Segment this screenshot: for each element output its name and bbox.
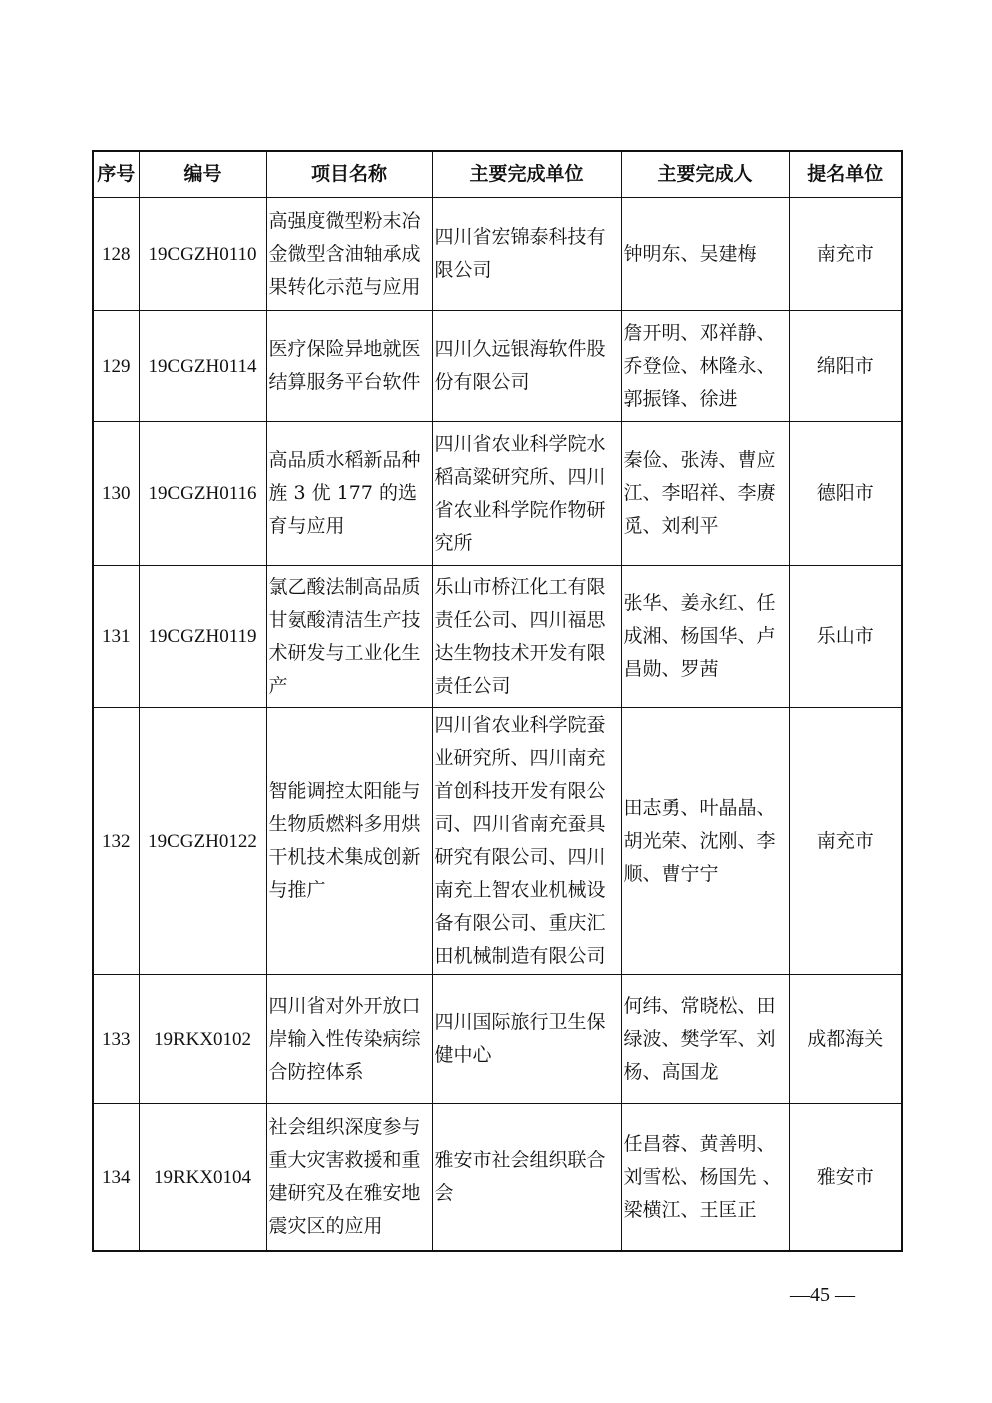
table-row — [93, 566, 902, 708]
main-unit-cell: 四川久远银海软件股份有限公司 — [432, 311, 621, 422]
serial-cell: 130 — [93, 422, 139, 566]
main-person-cell: 詹开明、邓祥静、乔登俭、林隆永、郭振锋、徐进 — [621, 311, 789, 422]
header-row — [93, 151, 902, 198]
code-cell: 19CGZH0119 — [139, 566, 266, 708]
project-name-cell: 氯乙酸法制高品质甘氨酸清洁生产技术研发与工业化生产 — [266, 566, 432, 708]
project-name-cell: 四川省对外开放口岸输入性传染病综合防控体系 — [266, 975, 432, 1104]
serial-cell: 131 — [93, 566, 139, 708]
table-row — [93, 708, 902, 975]
code-cell: 19CGZH0122 — [139, 708, 266, 975]
header-project-name: 项目名称 — [266, 151, 432, 198]
nominating-unit-cell: 成都海关 — [789, 975, 902, 1104]
main-person-cell: 任昌蓉、黄善明、刘雪松、杨国先 、梁横江、王匡正 — [621, 1104, 789, 1252]
main-unit-cell: 四川省宏锦泰科技有限公司 — [432, 198, 621, 311]
serial-cell: 132 — [93, 708, 139, 975]
code-cell: 19CGZH0110 — [139, 198, 266, 311]
nominating-unit-cell: 德阳市 — [789, 422, 902, 566]
serial-cell: 129 — [93, 311, 139, 422]
main-person-cell: 张华、姜永红、任成湘、杨国华、卢昌勋、罗茜 — [621, 566, 789, 708]
nominating-unit-cell: 南充市 — [789, 708, 902, 975]
main-person-cell: 钟明东、吴建梅 — [621, 198, 789, 311]
project-name-cell: 高强度微型粉末冶金微型含油轴承成果转化示范与应用 — [266, 198, 432, 311]
nominating-unit-cell: 雅安市 — [789, 1104, 902, 1252]
project-name-cell: 社会组织深度参与重大灾害救援和重建研究及在雅安地震灾区的应用 — [266, 1104, 432, 1252]
header-code: 编号 — [139, 151, 266, 198]
project-name-cell: 高品质水稻新品种旌 3 优 177 的选育与应用 — [266, 422, 432, 566]
code-cell: 19RKX0104 — [139, 1104, 266, 1252]
header-main-person: 主要完成人 — [621, 151, 789, 198]
nominating-unit-cell: 乐山市 — [789, 566, 902, 708]
header-serial: 序号 — [93, 151, 139, 198]
code-cell: 19RKX0102 — [139, 975, 266, 1104]
serial-cell: 134 — [93, 1104, 139, 1252]
table-row — [93, 975, 902, 1104]
code-cell: 19CGZH0114 — [139, 311, 266, 422]
header-nominating-unit: 提名单位 — [789, 151, 902, 198]
main-unit-cell: 四川国际旅行卫生保健中心 — [432, 975, 621, 1104]
main-person-cell: 秦俭、张涛、曹应江、李昭祥、李赓觅、刘利平 — [621, 422, 789, 566]
project-name-cell: 智能调控太阳能与生物质燃料多用烘干机技术集成创新与推广 — [266, 708, 432, 975]
main-unit-cell: 乐山市桥江化工有限责任公司、四川福思达生物技术开发有限责任公司 — [432, 566, 621, 708]
code-cell: 19CGZH0116 — [139, 422, 266, 566]
main-person-cell: 田志勇、叶晶晶、胡光荣、沈刚、李顺、曹宁宁 — [621, 708, 789, 975]
nominating-unit-cell: 南充市 — [789, 198, 902, 311]
page-number: —45 — — [790, 1284, 855, 1306]
table-row — [93, 198, 902, 311]
nominating-unit-cell: 绵阳市 — [789, 311, 902, 422]
main-unit-cell: 四川省农业科学院蚕业研究所、四川南充首创科技开发有限公司、四川省南充蚕具研究有限公司、四川南充上智农业机械设备有限公司、重庆汇田机械制造有限公司 — [432, 708, 621, 975]
award-table — [92, 150, 903, 1252]
main-person-cell: 何纬、常晓松、田绿波、樊学军、刘杨、高国龙 — [621, 975, 789, 1104]
main-unit-cell: 四川省农业科学院水稻高粱研究所、四川省农业科学院作物研究所 — [432, 422, 621, 566]
main-unit-cell: 雅安市社会组织联合会 — [432, 1104, 621, 1252]
table-row — [93, 1104, 902, 1252]
table-row — [93, 422, 902, 566]
serial-cell: 128 — [93, 198, 139, 311]
project-name-cell: 医疗保险异地就医结算服务平台软件 — [266, 311, 432, 422]
serial-cell: 133 — [93, 975, 139, 1104]
header-main-unit: 主要完成单位 — [432, 151, 621, 198]
table-row — [93, 311, 902, 422]
